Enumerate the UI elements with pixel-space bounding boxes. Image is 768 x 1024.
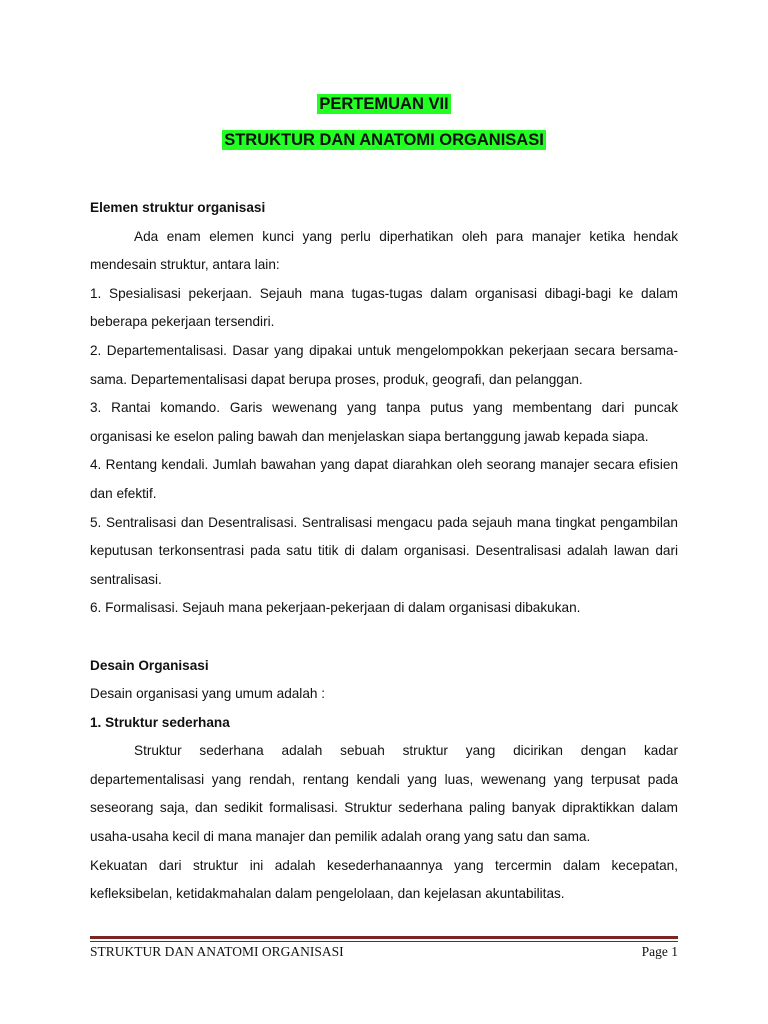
list-item-line: 5. Sentralisasi dan Desentralisasi. Sentralisasi mengacu pada sejauh mana tingkat pengambilan (90, 514, 678, 530)
section-heading: Elemen struktur organisasi (90, 200, 266, 215)
list-item-line: 1. Spesialisasi pekerjaan. Sejauh mana tugas-tugas dalam organisasi dibagi-bagi ke dalam (90, 285, 678, 301)
list-item-line: 4. Rentang kendali. Jumlah bawahan yang dapat diarahkan oleh seorang manajer secara efisien (90, 457, 678, 473)
footer-title: STRUKTUR DAN ANATOMI ORGANISASI (90, 944, 344, 959)
list-item-line: organisasi ke eselon paling bawah dan menjelaskan siapa bertanggung jawab kepada siapa. (90, 428, 649, 444)
list-item-line: sentralisasi. (90, 571, 162, 587)
spacer (90, 623, 678, 652)
document-body (90, 194, 678, 909)
list-item-line: sama. Departementalisasi dapat berupa proses, produk, geografi, dan pelanggan. (90, 371, 583, 387)
footer-rule (90, 941, 678, 942)
paragraph-line: mendesain struktur, antara lain: (90, 257, 280, 273)
paragraph-line: Desain organisasi yang umum adalah : (90, 686, 326, 702)
list-item-line: keputusan terkonsentrasi pada satu titik di dalam organisasi. Desentralisasi adalah lawan dari (90, 543, 678, 559)
paragraph-line: departementalisasi yang rendah, rentang kendali yang luas, wewenang yang terpusat pada (90, 771, 678, 787)
subsection-heading: 1. Struktur sederhana (90, 714, 230, 730)
title-block (0, 93, 768, 165)
list-item-line: dan efektif. (90, 485, 157, 501)
paragraph-line: Struktur sederhana adalah sebuah struktur yang dicirikan dengan kadar (134, 743, 678, 759)
page-number: Page 1 (641, 944, 678, 959)
paragraph-line: Ada enam elemen kunci yang perlu diperhatikan oleh para manajer ketika hendak (134, 228, 678, 244)
paragraph-line: kefleksibelan, ketidakmahalan dalam pengelolaan, dan kejelasan akuntabilitas. (90, 886, 565, 902)
list-item-line: beberapa pekerjaan tersendiri. (90, 314, 275, 330)
paragraph-line: Kekuatan dari struktur ini adalah kesederhanaannya yang tercermin dalam kecepatan, (90, 857, 678, 873)
paragraph-line: seseorang saja, dan sedikit formalisasi. Struktur sederhana paling banyak dipraktikkan dalam (90, 800, 678, 816)
section-heading: Desain Organisasi (90, 657, 209, 673)
list-item-line: 6. Formalisasi. Sejauh mana pekerjaan-pekerjaan di dalam organisasi dibakukan. (90, 600, 581, 616)
footer-rule (90, 936, 678, 939)
list-item-line: 2. Departementalisasi. Dasar yang dipakai untuk mengelompokkan pekerjaan secara bersama- (90, 342, 678, 358)
document-title: STRUKTUR DAN ANATOMI ORGANISASI (224, 131, 544, 149)
list-item-line: 3. Rantai komando. Garis wewenang yang tanpa putus yang membentang dari puncak (90, 400, 678, 416)
meeting-title: PERTEMUAN VII (319, 95, 449, 113)
paragraph-line: usaha-usaha kecil di mana manajer dan pemilik adalah orang yang satu dan sama. (90, 829, 591, 845)
